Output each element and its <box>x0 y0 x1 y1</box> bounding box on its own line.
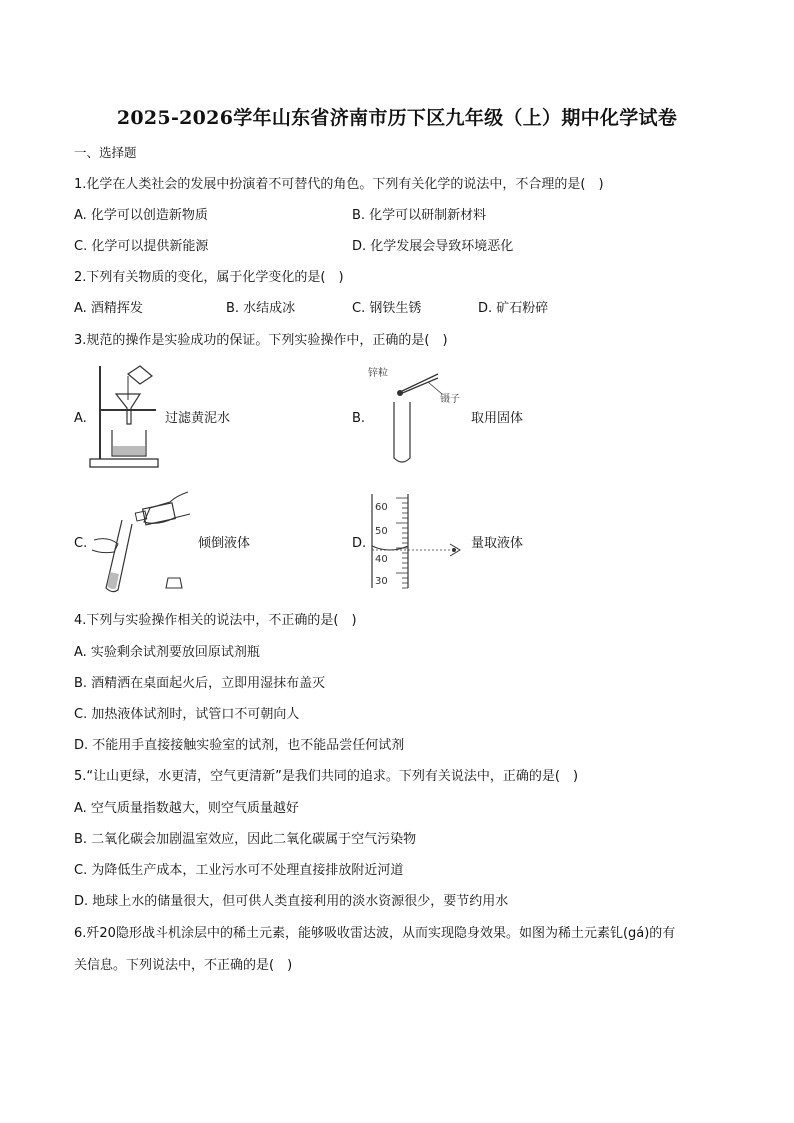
filtration-figure <box>88 362 168 472</box>
q4-option-c[interactable]: C. 加热液体试剂时，试管口不可朝向人 <box>74 707 300 722</box>
question-5-stem: 5.“让山更绿，水更清，空气更清新”是我们共同的追求。下列有关说法中，正确的是( ) <box>74 769 579 784</box>
q4-option-b[interactable]: B. 酒精洒在桌面起火后，立即用湿抹布盖灭 <box>74 676 326 691</box>
tick-label-30: 30 <box>375 576 388 587</box>
q2-option-d[interactable]: D. 矿石粉碎 <box>478 301 549 316</box>
q1-option-a[interactable]: A. 化学可以创造新物质 <box>74 208 208 223</box>
q4-option-a[interactable]: A. 实验剩余试剂要放回原试剂瓶 <box>74 645 260 660</box>
q1-option-c[interactable]: C. 化学可以提供新能源 <box>74 239 209 254</box>
zinc-label: 锌粒 <box>368 368 388 379</box>
question-2-stem: 2.下列有关物质的变化，属于化学变化的是( ) <box>74 270 344 285</box>
q3-option-d-caption: 量取液体 <box>471 536 524 551</box>
measuring-cylinder-figure <box>366 492 470 590</box>
question-3-stem: 3.规范的操作是实验成功的保证。下列实验操作中，正确的是( ) <box>74 333 448 348</box>
q3-option-b-letter[interactable]: B. <box>352 411 366 426</box>
section-heading: 一、选择题 <box>74 145 137 160</box>
pouring-figure <box>88 488 198 596</box>
tweezers-label: 镊子 <box>440 394 460 405</box>
q4-option-d[interactable]: D. 不能用手直接接触实验室的试剂，也不能品尝任何试剂 <box>74 738 405 753</box>
q3-option-a-letter[interactable]: A. <box>74 411 87 426</box>
q1-option-b[interactable]: B. 化学可以研制新材料 <box>352 208 487 223</box>
q2-option-b[interactable]: B. 水结成冰 <box>226 301 296 316</box>
q2-option-a[interactable]: A. 酒精挥发 <box>74 301 143 316</box>
solid-figure <box>366 364 476 468</box>
q3-option-b-caption: 取用固体 <box>471 411 524 426</box>
q3-option-c-letter[interactable]: C. <box>74 536 88 551</box>
question-6-stem-line1: 6.歼20隐形战斗机涂层中的稀土元素，能够吸收雷达波，从而实现隐身效果。如图为稀土元素钆(gá)的有 <box>74 926 676 941</box>
tick-label-50: 50 <box>375 526 388 537</box>
q3-option-c-caption: 倾倒液体 <box>198 536 251 551</box>
q3-option-d-letter[interactable]: D. <box>352 536 367 551</box>
q5-option-c[interactable]: C. 为降低生产成本，工业污水可不处理直接排放附近河道 <box>74 863 404 878</box>
question-4-stem: 4.下列与实验操作相关的说法中，不正确的是( ) <box>74 613 357 628</box>
q1-option-d[interactable]: D. 化学发展会导致环境恶化 <box>352 239 514 254</box>
question-1-stem: 1.化学在人类社会的发展中扮演着不可替代的角色。下列有关化学的说法中，不合理的是( ) <box>74 177 604 192</box>
q5-option-d[interactable]: D. 地球上水的储量很大，但可供人类直接利用的淡水资源很少，要节约用水 <box>74 894 509 909</box>
page-title: 2025-2026学年山东省济南市历下区九年级（上）期中化学试卷 <box>116 107 678 129</box>
tick-label-60: 60 <box>375 502 388 513</box>
q5-option-b[interactable]: B. 二氧化碳会加剧温室效应，因此二氧化碳属于空气污染物 <box>74 832 417 847</box>
q5-option-a[interactable]: A. 空气质量指数越大，则空气质量越好 <box>74 801 299 816</box>
tick-label-40: 40 <box>375 554 388 565</box>
question-6-stem-line2: 关信息。下列说法中，不正确的是( ) <box>74 958 293 973</box>
q2-option-c[interactable]: C. 钢铁生锈 <box>352 301 422 316</box>
q3-option-a-caption: 过滤黄泥水 <box>165 411 231 426</box>
